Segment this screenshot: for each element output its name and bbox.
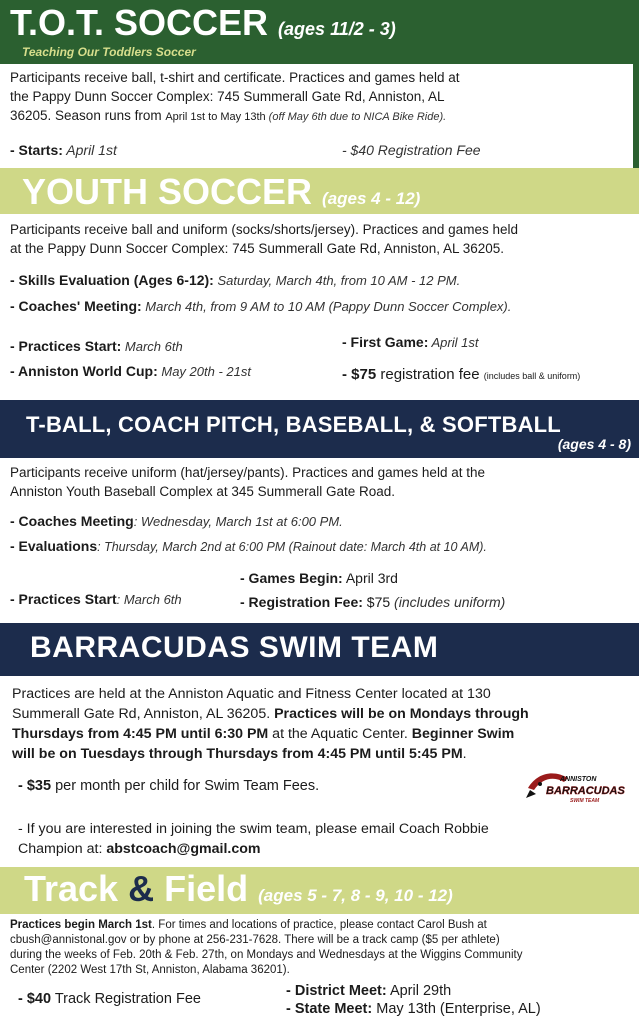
swim-desc-line2: Summerall Gate Rd, Anniston, AL 36205. Practices will be on Mondays through (12, 706, 529, 722)
youth-fee: - $75 registration fee (includes ball & uniform) (342, 366, 581, 383)
swim-desc-line4: will be on Tuesdays through Thursdays from 4:45 PM until 5:45 PM. (12, 746, 467, 762)
youth-first-game: - First Game: April 1st (342, 334, 479, 350)
barracudas-logo (524, 768, 625, 808)
swim-desc-line3: Thursdays from 4:45 PM until 6:30 PM at the Aquatic Center. Beginner Swim (12, 726, 515, 742)
tot-desc-line2: the Pappy Dunn Soccer Complex: 745 Summerall Gate Rd, Anniston, AL (10, 89, 445, 104)
tot-title-text: T.O.T. SOCCER (10, 2, 269, 43)
logo-text-top: ANNISTON (560, 776, 597, 783)
tball-ages: (ages 4 - 8) (557, 436, 631, 452)
logo-text-mid: BARRACUDAS (546, 785, 625, 797)
tot-fee: - $40 Registration Fee (342, 142, 481, 158)
swim-header (0, 623, 639, 676)
track-title: Track & Field (ages 5 - 7, 8 - 9, 10 - 12) (24, 868, 453, 909)
youth-world-cup: - Anniston World Cup: May 20th - 21st (10, 363, 251, 379)
swim-fee: - $35 per month per child for Swim Team Fees. (18, 778, 320, 794)
youth-skills-evaluation: - Skills Evaluation (Ages 6-12): Saturday, March 4th, from 10 AM - 12 PM. (10, 272, 461, 288)
tot-desc-line1: Participants receive ball, t-shirt and certificate. Practices and games held at (10, 70, 460, 85)
swim-desc-line1: Practices are held at the Anniston Aquatic and Fitness Center located at 130 (12, 686, 491, 702)
youth-soccer-header (0, 168, 639, 214)
tot-soccer-body (0, 64, 639, 168)
tot-ages: (ages 11/2 - 3) (278, 19, 396, 39)
tball-fee: - Registration Fee: $75 (includes uniform) (240, 594, 506, 610)
tball-desc-line1: Participants receive uniform (hat/jersey/pants). Practices and games held at the (10, 465, 485, 480)
youth-practices-start: - Practices Start: March 6th (10, 338, 183, 354)
swim-title: BARRACUDAS SWIM TEAM (30, 631, 439, 664)
tot-starts: - Starts: April 1st (10, 142, 117, 158)
logo-text-bot: SWIM TEAM (570, 798, 600, 804)
swim-coach-email: abstcoach@gmail.com (106, 841, 261, 857)
track-desc-line4: Center (2202 West 17th St, Anniston, Alabama 36201). (10, 964, 290, 976)
track-header (0, 867, 639, 914)
swim-join-line1: - If you are interested in joining the swim team, please email Coach Robbie (18, 821, 489, 837)
youth-coaches-meeting: - Coaches' Meeting: March 4th, from 9 AM to 10 AM (Pappy Dunn Soccer Complex). (10, 298, 512, 314)
tball-header (0, 400, 639, 458)
tot-soccer-header (0, 0, 639, 64)
tball-games-begin: - Games Begin: April 3rd (240, 570, 398, 586)
track-desc-line3: during the weeks of Feb. 20th & Feb. 27th, on Mondays and Wednesdays at the Wiggins Community (10, 949, 523, 961)
track-district-meet: - District Meet: April 29th (286, 983, 452, 999)
youth-soccer-title: YOUTH SOCCER (ages 4 - 12) (22, 171, 421, 212)
track-state-meet: - State Meet: May 13th (Enterprise, AL) (286, 1001, 541, 1017)
tot-soccer-title (10, 2, 396, 44)
tball-practices-start: - Practices Start: March 6th (10, 591, 182, 607)
tball-title: T-BALL, COACH PITCH, BASEBALL, & SOFTBALL (26, 412, 561, 437)
track-fee: - $40 Track Registration Fee (18, 991, 201, 1007)
youth-ages: (ages 4 - 12) (322, 189, 421, 208)
track-desc-line2: cbush@annistonal.gov or by phone at 256-231-7628. There will be a track camp ($5 per athlete) (10, 934, 500, 946)
youth-desc-line1: Participants receive ball and uniform (socks/shorts/jersey). Practices and games held (10, 222, 518, 237)
tball-desc-line2: Anniston Youth Baseball Complex at 345 Summerall Gate Road. (10, 484, 395, 499)
swim-body (0, 676, 639, 867)
tball-evaluations: - Evaluations: Thursday, March 2nd at 6:00 PM (Rainout date: March 4th at 10 AM). (10, 538, 487, 554)
track-ages: (ages 5 - 7, 8 - 9, 10 - 12) (258, 886, 453, 905)
youth-soccer-body (0, 214, 639, 400)
tball-coaches-meeting: - Coaches Meeting: Wednesday, March 1st at 6:00 PM. (10, 513, 343, 529)
tball-body (0, 458, 639, 623)
tot-desc-line3: 36205. Season runs from April 1st to May 13th (off May 6th due to NICA Bike Ride). (10, 108, 447, 123)
tot-subtitle: Teaching Our Toddlers Soccer (22, 45, 196, 59)
track-body (0, 914, 639, 1024)
youth-desc-line2: at the Pappy Dunn Soccer Complex: 745 Summerall Gate Rd, Anniston, AL 36205. (10, 241, 505, 256)
swim-join-line2: Champion at: abstcoach@gmail.com (18, 841, 261, 857)
track-desc-line1: Practices begin March 1st. For times and locations of practice, please contact Carol Bush at (10, 919, 487, 931)
